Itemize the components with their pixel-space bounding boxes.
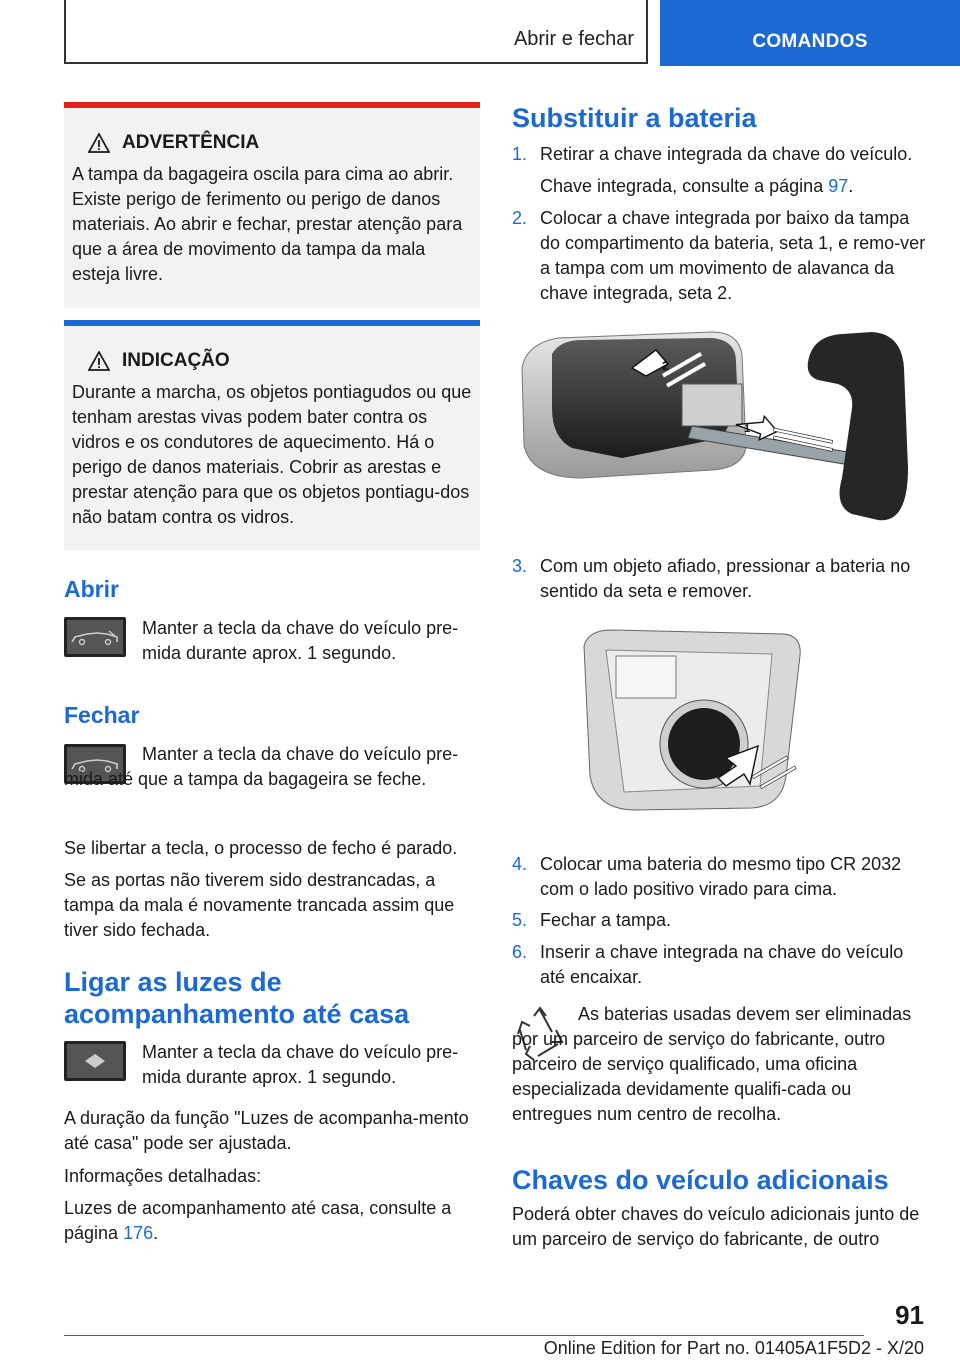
step-text: Com um objeto afiado, pressionar a bateria no sentido da seta e remover. <box>540 556 911 601</box>
warning-title-row <box>88 132 480 154</box>
open-heading: Abrir <box>64 576 119 602</box>
warning-title: ADVERTÊNCIA <box>122 132 260 153</box>
lights-ref-suffix: . <box>153 1223 159 1243</box>
lights-ref-text: Luzes de acompanhamento até casa, consulte a página <box>64 1198 452 1243</box>
step-text: Retirar a chave integrada da chave do veículo. <box>540 144 913 164</box>
close-text <box>64 742 480 792</box>
car-trunk-icon <box>69 627 121 647</box>
step-4 <box>512 852 932 902</box>
close-text-content: Manter a tecla da chave do veículo pre-mida até que a tampa da bagageira se feche. <box>64 744 459 789</box>
step-1-subtext <box>540 174 932 199</box>
additional-keys-heading: Chaves do veículo adicionais <box>512 1165 889 1195</box>
step-text: Inserir a chave integrada na chave do veículo até encaixar. <box>540 942 904 987</box>
step-3 <box>512 554 932 604</box>
step-1 <box>512 142 932 167</box>
recycle-text <box>512 1002 932 1127</box>
notice-title-row <box>88 350 480 372</box>
headlight-icon <box>80 1051 110 1071</box>
open-text: Manter a tecla da chave do veículo pre-mida durante aprox. 1 segundo. <box>142 618 459 663</box>
battery-ref-text: Chave integrada, consulte a página <box>540 176 824 196</box>
battery-heading: Substituir a bateria <box>512 103 757 133</box>
step-text: Fechar a tampa. <box>540 910 672 930</box>
step-number: 2. <box>512 208 528 228</box>
additional-keys-text: Poderá obter chaves do veículo adicionais junto de um parceiro de serviço do fabricante, de outro <box>512 1204 920 1249</box>
notice-text: Durante a marcha, os objetos pontiagudos ou que tenham arestas vivas podem bater contra os vidros e os condutores de aquecimento. Há o perigo de danos materiais. Cobrir as arestas e prestar atenção para que os objetos pontiagu-dos não batam contra os vidros. <box>72 382 472 527</box>
lights-key-button[interactable] <box>64 1041 126 1081</box>
step-number: 1. <box>512 144 528 164</box>
step-5 <box>512 908 932 933</box>
key-illustration-battery <box>576 626 806 814</box>
step-text: Colocar uma bateria do mesmo tipo CR 2032 com o lado positivo virado para cima. <box>540 854 902 899</box>
close-heading: Fechar <box>64 702 140 728</box>
warning-text: A tampa da bagageira oscila para cima ao abrir. Existe perigo de ferimento ou perigo de danos materiais. Ao abrir e fechar, prestar atenção para que a área de movimento da tampa da mala esteja livre. <box>72 164 463 284</box>
battery-ref-suffix: . <box>848 176 854 196</box>
header-section-title: Abrir e fechar <box>513 28 634 50</box>
svg-text:2: 2 <box>662 359 669 373</box>
close-paragraph-2: Se as portas não tiverem sido destrancadas, a tampa da mala é novamente trancada assim que tiver sido fechada. <box>64 870 455 940</box>
step-6 <box>512 940 932 990</box>
warning-triangle-icon <box>88 351 110 371</box>
lights-paragraph-3 <box>64 1196 480 1246</box>
lights-paragraph-1: A duração da função "Luzes de acompanha-mento até casa" pode ser ajustada. <box>64 1108 469 1153</box>
step-number: 6. <box>512 942 528 962</box>
close-paragraph-1: Se libertar a tecla, o processo de fecho é parado. <box>64 838 458 858</box>
footer-divider <box>64 1335 864 1336</box>
page-number: 91 <box>895 1300 924 1330</box>
edition-info: Online Edition for Part no. 01405A1F5D2 - X/20 <box>543 1338 924 1358</box>
warning-box <box>64 102 480 308</box>
step-number: 3. <box>512 556 528 576</box>
svg-text:1: 1 <box>744 423 751 435</box>
step-2 <box>512 206 932 306</box>
step-text: Colocar a chave integrada por baixo da tampa do compartimento da bateria, seta 1, e remo-ver a tampa com um movimento de alavanca da chave integrada, seta 2. <box>540 208 926 303</box>
lights-heading: Ligar as luzes de acompanhamento até casa <box>64 967 410 1029</box>
warning-triangle-icon <box>88 133 110 153</box>
lights-text: Manter a tecla da chave do veículo pre-mida durante aprox. 1 segundo. <box>142 1042 459 1087</box>
lights-page-link[interactable]: 176 <box>123 1223 154 1243</box>
open-key-button[interactable] <box>64 617 126 657</box>
key-illustration-open-cover <box>512 328 932 528</box>
battery-page-link[interactable]: 97 <box>828 176 849 196</box>
step-number: 4. <box>512 854 528 874</box>
notice-title: INDICAÇÃO <box>122 350 230 371</box>
header-chapter-tab[interactable]: COMANDOS <box>660 0 960 66</box>
lights-paragraph-2: Informações detalhadas: <box>64 1166 262 1186</box>
recycle-text-content: As baterias usadas devem ser eliminadas por um parceiro de serviço do fabricante, outro parceiro de serviço qualificado, uma oficina especializada devidamente qualifi-cada ou entregues num centro de recolha. <box>512 1004 912 1124</box>
notice-box <box>64 320 480 550</box>
step-number: 5. <box>512 910 528 930</box>
